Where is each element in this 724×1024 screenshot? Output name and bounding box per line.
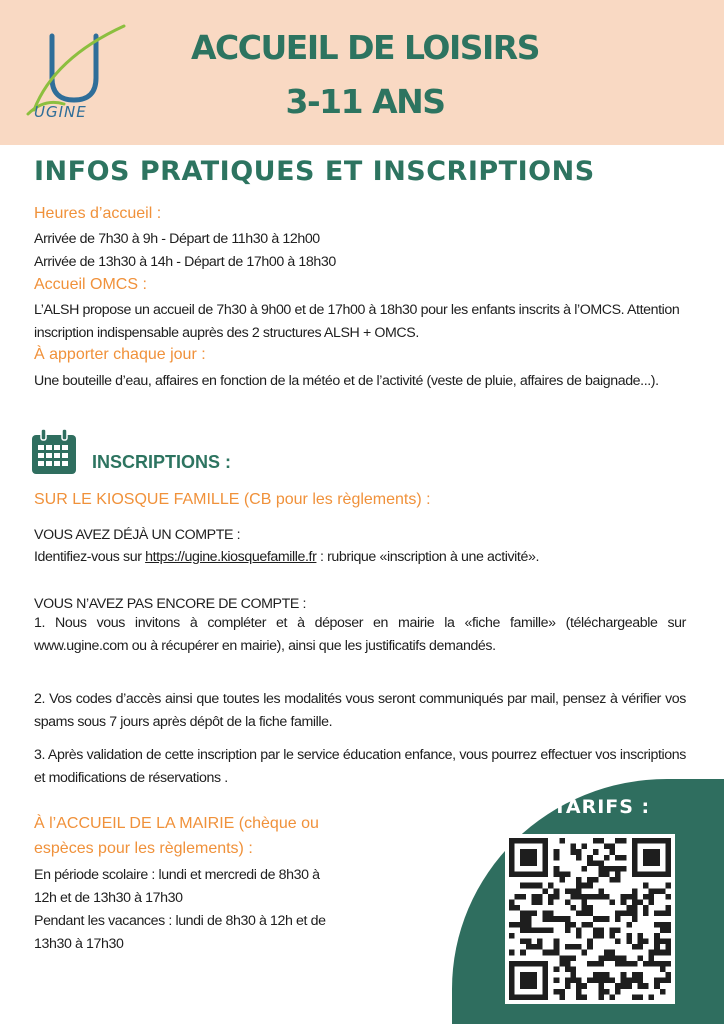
page-title-line2: 3-11 ANS <box>285 82 445 121</box>
kiosque-heading: SUR LE KIOSQUE FAMILLE (CB pour les règlements) : <box>34 491 431 508</box>
apporter-heading: À apporter chaque jour : <box>34 346 206 363</box>
kiosque-link[interactable]: https://ugine.kiosquefamille.fr <box>145 549 317 565</box>
step-3: 3. Après validation de cette inscription par le service éducation enfance, vous pourrez effectuer vos inscriptions et modifications de réservations . <box>34 747 686 786</box>
compte-text-before: Identifiez-vous sur <box>34 549 146 565</box>
mairie-line2: 12h et de 13h30 à 17h30 <box>34 890 183 906</box>
step-2: 2. Vos codes d’accès ainsi que toutes les modalités vous seront communiqués par mail, pensez à vérifier vos spams sous 7 jours après dépôt de la fiche famille. <box>34 691 686 730</box>
apporter-text: Une bouteille d’eau, affaires en fonction de la météo et de l’activité (veste de pluie, affaires de baignade...). <box>34 373 659 389</box>
page-title-line1: ACCUEIL DE LOISIRS <box>191 28 539 67</box>
mairie-heading-line1: À l’ACCUEIL DE LA MAIRIE (chèque ou <box>34 815 319 832</box>
qr-code-icon[interactable] <box>505 834 675 1004</box>
mairie-heading-line2: espèces pour les règlements) : <box>34 840 253 857</box>
compte-heading: VOUS AVEZ DÉJÀ UN COMPTE : <box>34 527 241 543</box>
heures-line2: Arrivée de 13h30 à 14h - Départ de 17h00 à 18h30 <box>34 254 336 270</box>
mairie-line3: Pendant les vacances : lundi de 8h30 à 12h et de <box>34 913 326 929</box>
header-banner <box>0 0 724 145</box>
mairie-line4: 13h30 à 17h30 <box>34 936 124 952</box>
tarifs-title: LES TARIFS : <box>504 796 651 818</box>
qr-code-graphic <box>509 838 671 1000</box>
section-title: INFOS PRATIQUES ET INSCRIPTIONS <box>34 156 595 187</box>
mairie-line1: En période scolaire : lundi et mercredi de 8h30 à <box>34 867 320 883</box>
compte-text-after: : rubrique «inscription à une activité». <box>316 549 539 565</box>
compte-text <box>34 546 694 569</box>
omcs-heading: Accueil OMCS : <box>34 276 147 293</box>
heures-heading: Heures d’accueil : <box>34 205 162 222</box>
inscriptions-heading: INSCRIPTIONS : <box>92 452 232 472</box>
calendar-icon <box>30 428 78 476</box>
pas-compte-heading: VOUS N’AVEZ PAS ENCORE DE COMPTE : <box>34 596 307 612</box>
step-1: 1. Nous vous invitons à compléter et à déposer en mairie la «fiche famille» (téléchargeable sur www.ugine.com ou à récupérer en mairie), ainsi que les justificatifs demandés. <box>34 615 686 654</box>
heures-line1: Arrivée de 7h30 à 9h - Départ de 11h30 à 12h00 <box>34 231 320 247</box>
logo-text: UGINE <box>34 103 87 121</box>
omcs-text: L’ALSH propose un accueil de 7h30 à 9h00 et de 17h00 à 18h30 pour les enfants inscrits à l’OMCS. Attention inscription indispensable auprès des 2 structures ALSH + OMCS. <box>34 302 680 341</box>
